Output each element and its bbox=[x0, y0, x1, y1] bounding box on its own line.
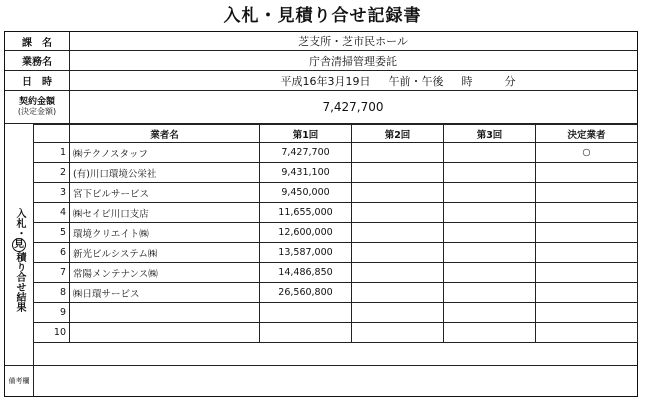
row-number: 6 bbox=[34, 243, 70, 263]
round2-amount bbox=[352, 303, 444, 323]
company-name: ㈱テクノスタッフ bbox=[70, 143, 260, 163]
round2-amount bbox=[352, 323, 444, 343]
row-number: 7 bbox=[34, 263, 70, 283]
amount-label-cell bbox=[5, 91, 70, 123]
round1-amount: 12,600,000 bbox=[260, 223, 352, 243]
round3-amount bbox=[444, 223, 536, 243]
amount-sublabel: (決定金額) bbox=[17, 107, 57, 116]
row-number: 5 bbox=[34, 223, 70, 243]
decided-mark bbox=[536, 323, 638, 343]
row-number: 2 bbox=[34, 163, 70, 183]
round1-amount: 14,486,850 bbox=[260, 263, 352, 283]
round3-amount bbox=[444, 323, 536, 343]
side-label-top: 入札・ bbox=[14, 208, 25, 238]
time-ampm: 午前・午後 bbox=[388, 74, 444, 88]
header-round2: 第2回 bbox=[352, 125, 444, 143]
row-number: 9 bbox=[34, 303, 70, 323]
row-number: 10 bbox=[34, 323, 70, 343]
date-value: 平成16年3月19日 bbox=[280, 74, 371, 88]
company-name: 新光ビルシステム㈱ bbox=[70, 243, 260, 263]
round3-amount bbox=[444, 183, 536, 203]
round2-amount bbox=[352, 183, 444, 203]
decided-mark bbox=[536, 183, 638, 203]
round2-amount bbox=[352, 203, 444, 223]
time-minute: 分 bbox=[504, 74, 516, 88]
table-row bbox=[34, 223, 638, 243]
table-row bbox=[34, 243, 638, 263]
table-row bbox=[34, 303, 638, 323]
round3-amount bbox=[444, 163, 536, 183]
company-name bbox=[70, 303, 260, 323]
results-table bbox=[33, 124, 638, 343]
header-company: 業者名 bbox=[70, 125, 260, 143]
results-header-row bbox=[34, 125, 638, 143]
amount-label: 契約金額 bbox=[18, 97, 55, 107]
subject-label: 課 名 bbox=[5, 32, 70, 50]
header-decided: 決定業者 bbox=[536, 125, 638, 143]
round3-amount bbox=[444, 203, 536, 223]
subject-value: 芝支所・芝市民ホール bbox=[298, 35, 408, 48]
remarks-row bbox=[5, 365, 637, 396]
date-label: 日 時 bbox=[5, 71, 70, 90]
remarks-label: 備考欄 bbox=[5, 366, 34, 396]
side-label-bottom: 積り合せ結果 bbox=[14, 252, 25, 312]
record-form bbox=[4, 31, 638, 397]
decided-mark: ○ bbox=[536, 143, 638, 163]
date-row bbox=[5, 71, 637, 91]
header-round3: 第3回 bbox=[444, 125, 536, 143]
results-side-label bbox=[5, 124, 34, 396]
round2-amount bbox=[352, 243, 444, 263]
time-hour: 時 bbox=[461, 74, 473, 88]
round3-amount bbox=[444, 303, 536, 323]
round1-amount: 7,427,700 bbox=[260, 143, 352, 163]
company-name: 環境クリエイト㈱ bbox=[70, 223, 260, 243]
work-row bbox=[5, 51, 637, 71]
round1-amount: 26,560,800 bbox=[260, 283, 352, 303]
header-no bbox=[34, 125, 70, 143]
company-name: 常陽メンテナンス㈱ bbox=[70, 263, 260, 283]
date-value-cell bbox=[69, 71, 637, 90]
company-name: 宮下ビルサービス bbox=[70, 183, 260, 203]
table-row bbox=[34, 203, 638, 223]
row-number: 4 bbox=[34, 203, 70, 223]
amount-value: 7,427,700 bbox=[322, 100, 384, 114]
document-title: 入札・見積り合せ記録書 bbox=[223, 6, 422, 26]
round1-amount: 9,431,100 bbox=[260, 163, 352, 183]
row-number: 3 bbox=[34, 183, 70, 203]
round1-amount: 9,450,000 bbox=[260, 183, 352, 203]
table-row bbox=[34, 263, 638, 283]
round3-amount bbox=[444, 263, 536, 283]
decided-mark bbox=[536, 263, 638, 283]
round3-amount bbox=[444, 143, 536, 163]
decided-mark bbox=[536, 283, 638, 303]
table-row bbox=[34, 183, 638, 203]
table-row bbox=[34, 323, 638, 343]
table-row bbox=[34, 283, 638, 303]
decided-mark bbox=[536, 223, 638, 243]
decided-mark bbox=[536, 303, 638, 323]
row-number: 8 bbox=[34, 283, 70, 303]
amount-row bbox=[5, 91, 637, 124]
round1-amount: 13,587,000 bbox=[260, 243, 352, 263]
round1-amount bbox=[260, 323, 352, 343]
round2-amount bbox=[352, 283, 444, 303]
decided-mark bbox=[536, 243, 638, 263]
decided-mark bbox=[536, 203, 638, 223]
company-name: ㈱日環サービス bbox=[70, 283, 260, 303]
table-row bbox=[34, 143, 638, 163]
company-name: ㈱セイビ川口支店 bbox=[70, 203, 260, 223]
work-value: 庁舎清掃管理委託 bbox=[309, 54, 397, 68]
company-name bbox=[70, 323, 260, 343]
decided-mark bbox=[536, 163, 638, 183]
company-name: (有)川口環境公栄社 bbox=[70, 163, 260, 183]
round3-amount bbox=[444, 243, 536, 263]
round1-amount: 11,655,000 bbox=[260, 203, 352, 223]
row-number: 1 bbox=[34, 143, 70, 163]
subject-row bbox=[5, 32, 637, 51]
round1-amount bbox=[260, 303, 352, 323]
round2-amount bbox=[352, 163, 444, 183]
header-round1: 第1回 bbox=[260, 125, 352, 143]
round2-amount bbox=[352, 143, 444, 163]
side-label-circle: 見 bbox=[14, 239, 24, 250]
round2-amount bbox=[352, 263, 444, 283]
round2-amount bbox=[352, 223, 444, 243]
round3-amount bbox=[444, 283, 536, 303]
work-label: 業務名 bbox=[5, 51, 70, 70]
table-row bbox=[34, 163, 638, 183]
